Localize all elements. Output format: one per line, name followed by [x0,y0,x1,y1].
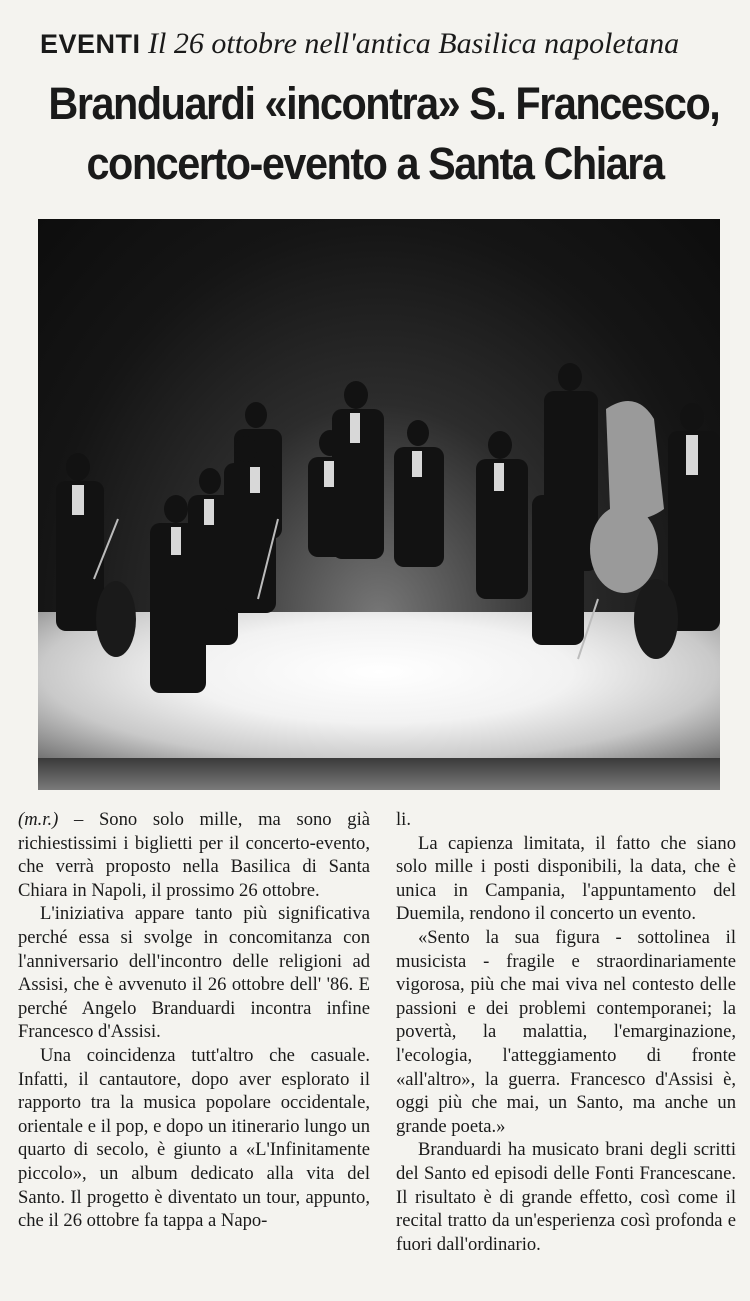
byline: (m.r.) [18,809,59,830]
article-paragraph [18,808,370,902]
article-paragraph: Branduardi ha musicato brani degli scritti del Santo ed episodi delle Fonti Francescane. Il risultato è di grande effetto, così come il recital tratto da un'esperienza così profonda e fuori dall'ordinario. [396,1139,736,1255]
article-paragraph: «Sento la sua figura - sottolinea il musicista - fragile e straordinariamente vigorosa, più che mai viva nel contesto delle passioni e dei problemi contemporanei; la povertà, la malattia, l'emarginazione, l'ecologia, l'atteggiamento di fronte «all'altro», la guerra. Francesco d'Assisi è, oggi più che mai, un Santo, ma anche un grande poeta.» [396,926,736,1137]
article-paragraph: li. [396,809,411,830]
paragraph-text: – Sono solo mille, ma sono già richiestissimi i biglietti per il concerto-evento, che verrà proposto nella Basilica di Santa Chiara in Napoli, il prossimo 26 ottobre. [18,809,370,901]
kicker-text: Il 26 ottobre nell'antica Basilica napoletana [148,27,680,60]
headline-line-1: Branduardi «incontra» S. Francesco, [48,78,720,129]
musicians-silhouettes [38,219,720,790]
section-kicker [40,26,720,62]
headline-line-2: concerto-evento a Santa Chiara [86,138,664,189]
article-column-right [396,808,736,1256]
section-label: EVENTI [40,29,141,59]
article-paragraph: Una coincidenza tutt'altro che casuale. Infatti, il cantautore, dopo aver esplorato il rapporto tra la musica popolare occidentale, orientale e il pop, e dopo un itinerario lungo un quarto di secolo, è giunto a «L'Infinitamente piccolo», un album dedicato alla vita del Santo. Il progetto è diventato un tour, appunto, che il 26 ottobre fa tappa a Napo- [18,1044,370,1232]
orchestra-photo [38,219,720,790]
headline [48,74,720,194]
article-paragraph: La capienza limitata, il fatto che siano solo mille i posti disponibili, la data, che è unica in Campania, l'appuntamento del Duemila, rendono il concerto un evento. [396,832,736,925]
article-column-left [18,808,370,1233]
article-paragraph: L'iniziativa appare tanto più significativa perché essa si svolge in concomitanza con l'anniversario dell'incontro delle religioni ad Assisi, che è avvenuto il 26 ottobre dell' '86. E perché Angelo Branduardi incontra infine Francesco d'Assisi. [18,903,370,1043]
